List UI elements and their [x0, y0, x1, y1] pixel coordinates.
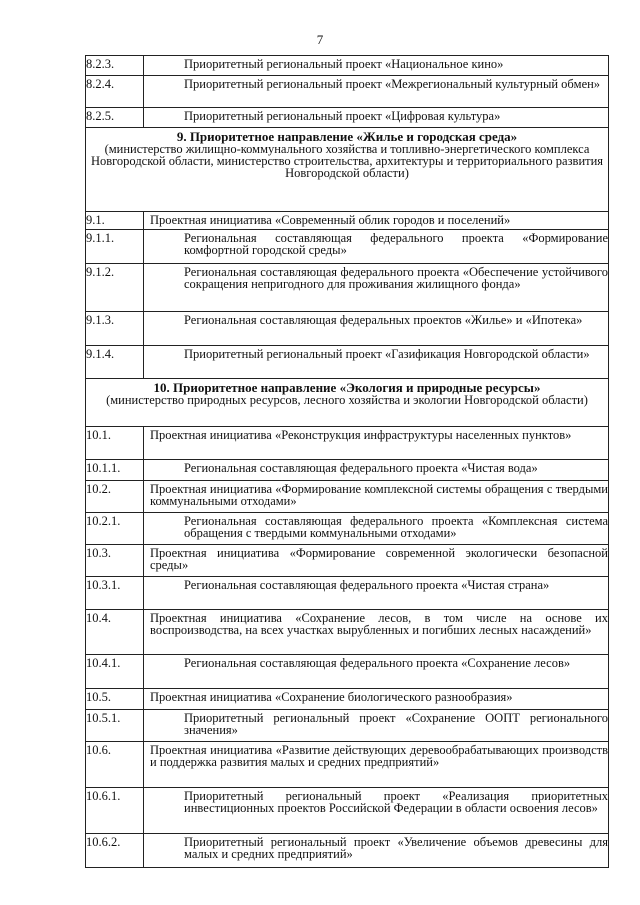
- item-number: 10.1.1.: [86, 460, 144, 481]
- item-number: 10.2.: [86, 481, 144, 513]
- table-row: [86, 742, 609, 788]
- table-row: [86, 655, 609, 689]
- project-name: Региональная составляющая федерального проекта «Чистая вода»: [144, 460, 609, 481]
- table-row: [86, 689, 609, 710]
- project-name: Региональная составляющая федерального проекта «Комплексная система обращения с твердыми коммунальными отходами»: [144, 513, 609, 545]
- initiative-name: Проектная инициатива «Формирование комплексной системы обращения с твердыми коммунальными отходами»: [144, 481, 609, 513]
- project-name: Региональная составляющая федерального проекта «Чистая страна»: [144, 577, 609, 610]
- table-row: [86, 788, 609, 834]
- project-name: Приоритетный региональный проект «Сохранение ООПТ регионального значения»: [144, 710, 609, 742]
- table-row: [86, 56, 609, 76]
- project-name: Приоритетный региональный проект «Реализация приоритетных инвестиционных проектов Российской Федерации в области освоения лесов»: [144, 788, 609, 834]
- project-table-body: [86, 56, 609, 868]
- item-number: 10.1.: [86, 427, 144, 460]
- item-number: 10.5.1.: [86, 710, 144, 742]
- item-number: 8.2.3.: [86, 56, 144, 76]
- item-number: 9.1.1.: [86, 230, 144, 264]
- initiative-name: Проектная инициатива «Реконструкция инфраструктуры населенных пунктов»: [144, 427, 609, 460]
- item-number: 10.6.: [86, 742, 144, 788]
- initiative-name: Проектная инициатива «Сохранение биологического разнообразия»: [144, 689, 609, 710]
- table-row: [86, 481, 609, 513]
- table-row: [86, 577, 609, 610]
- project-name: Приоритетный региональный проект «Межрегиональный культурный обмен»: [144, 76, 609, 108]
- section-title: 10. Приоритетное направление «Экология и природные ресурсы»: [153, 380, 541, 395]
- item-number: 9.1.3.: [86, 312, 144, 346]
- table-row: [86, 513, 609, 545]
- section-ministry-note: (министерство жилищно-коммунального хозяйства и топливно-энергетического комплекса Новгородской области, министерство строительства, архитектуры и территориального развития Новгородской области): [90, 142, 604, 180]
- table-row: [86, 230, 609, 264]
- item-number: 10.5.: [86, 689, 144, 710]
- initiative-name: Проектная инициатива «Формирование современной экологически безопасной среды»: [144, 545, 609, 577]
- project-name: Приоритетный региональный проект «Национальное кино»: [144, 56, 609, 76]
- table-row: [86, 212, 609, 230]
- section-header-cell: [86, 128, 609, 212]
- item-number: 8.2.5.: [86, 108, 144, 128]
- section-ministry-note: (министерство природных ресурсов, лесного хозяйства и экологии Новгородской области): [106, 393, 588, 407]
- project-name: Региональная составляющая федерального проекта «Формирование комфортной городской среды»: [144, 230, 609, 264]
- table-row: [86, 264, 609, 312]
- section-header-row: [86, 379, 609, 427]
- item-number: 9.1.2.: [86, 264, 144, 312]
- section-title: 9. Приоритетное направление «Жилье и городская среда»: [176, 129, 518, 144]
- table-row: [86, 545, 609, 577]
- page-number: 7: [316, 32, 324, 47]
- project-table: [85, 55, 609, 868]
- item-number: 10.4.1.: [86, 655, 144, 689]
- item-number: 9.1.: [86, 212, 144, 230]
- item-number: 10.4.: [86, 610, 144, 655]
- project-name: Региональная составляющая федерального проекта «Сохранение лесов»: [144, 655, 609, 689]
- project-name: Приоритетный региональный проект «Увеличение объемов древесины для малых и средних предприятий»: [144, 834, 609, 868]
- table-row: [86, 834, 609, 868]
- project-name: Региональная составляющая федеральных проектов «Жилье» и «Ипотека»: [144, 312, 609, 346]
- initiative-name: Проектная инициатива «Современный облик городов и поселений»: [144, 212, 609, 230]
- item-number: 10.2.1.: [86, 513, 144, 545]
- table-row: [86, 427, 609, 460]
- item-number: 9.1.4.: [86, 346, 144, 379]
- initiative-name: Проектная инициатива «Сохранение лесов, в том числе на основе их воспроизводства, на всех участках вырубленных и погибших лесных насаждений»: [144, 610, 609, 655]
- table-row: [86, 346, 609, 379]
- table-row: [86, 76, 609, 108]
- item-number: 10.6.1.: [86, 788, 144, 834]
- table-row: [86, 460, 609, 481]
- project-name: Приоритетный региональный проект «Цифровая культура»: [144, 108, 609, 128]
- table-row: [86, 610, 609, 655]
- table-row: [86, 312, 609, 346]
- table-row: [86, 710, 609, 742]
- item-number: 10.3.1.: [86, 577, 144, 610]
- table-row: [86, 108, 609, 128]
- project-name: Региональная составляющая федерального проекта «Обеспечение устойчивого сокращения непригодного для проживания жилищного фонда»: [144, 264, 609, 312]
- item-number: 8.2.4.: [86, 76, 144, 108]
- project-name: Приоритетный региональный проект «Газификация Новгородской области»: [144, 346, 609, 379]
- item-number: 10.3.: [86, 545, 144, 577]
- section-header-row: [86, 128, 609, 212]
- section-header-cell: [86, 379, 609, 427]
- initiative-name: Проектная инициатива «Развитие действующих деревообрабатывающих производств и поддержка развития малых и средних предприятий»: [144, 742, 609, 788]
- item-number: 10.6.2.: [86, 834, 144, 868]
